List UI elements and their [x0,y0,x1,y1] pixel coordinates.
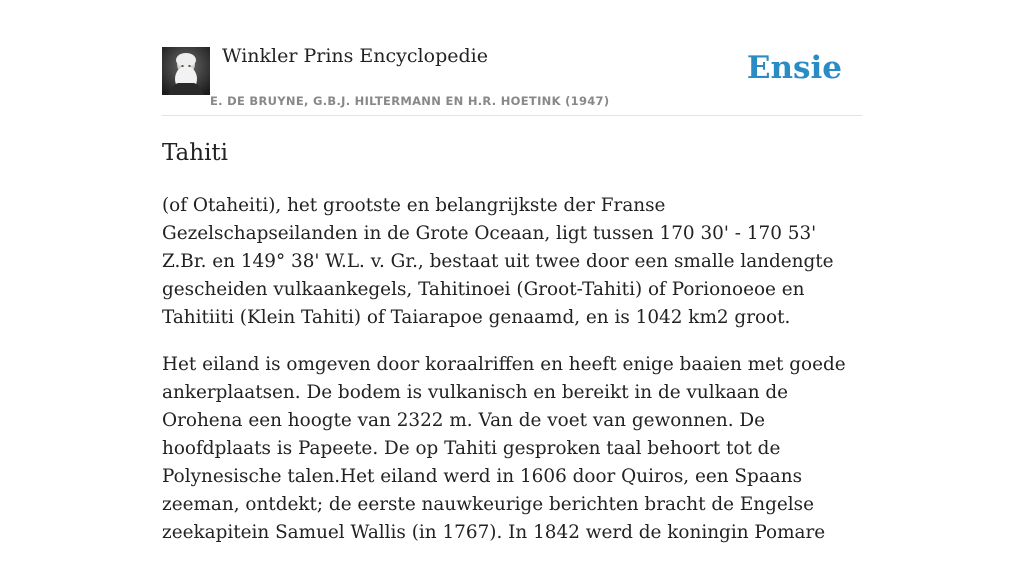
publication-title[interactable]: Winkler Prins Encyclopedie [222,45,488,67]
article-body [162,192,862,566]
publication-authors: E. DE BRUYNE, G.B.J. HILTERMANN EN H.R. HOETINK (1947) [210,94,610,108]
article-title: Tahiti [162,140,229,166]
avatar-portrait-icon [162,47,210,95]
article-paragraph: Het eiland is omgeven door koraalriffen en heeft enige baaien met goede ankerplaatsen. De bodem is vulkanisch en bereikt in de vulkaan de Orohena een hoogte van 2322 m. Van de voet van gewonnen. De hoofdplaats is Papeete. De op Tahiti gesproken taal behoort tot de Polynesische talen.Het eiland werd in 1606 door Quiros, een Spaans zeeman, ontdekt; de eerste nauwkeurige berichten bracht de Engelse zeekapitein Samuel Wallis (in 1767). In 1842 werd de koningin Pomare [162,354,846,543]
article-paragraph: (of Otaheiti), het grootste en belangrijkste der Franse Gezelschapseilanden in de Grote Oceaan, ligt tussen 170 30' - 170 53' Z.Br. en 149° 38' W.L. v. Gr., bestaat uit twee door een smalle landengte gescheiden vulkaankegels, Tahitinoei (Groot-Tahiti) of Porionoeoe en Tahitiiti (Klein Tahiti) of Taiarapoe genaamd, en is 1042 km2 groot. [162,195,834,328]
author-avatar[interactable] [162,47,210,95]
brand-logo-link[interactable]: Ensie [746,50,842,86]
content-container [162,0,862,543]
publication-header [162,0,862,116]
